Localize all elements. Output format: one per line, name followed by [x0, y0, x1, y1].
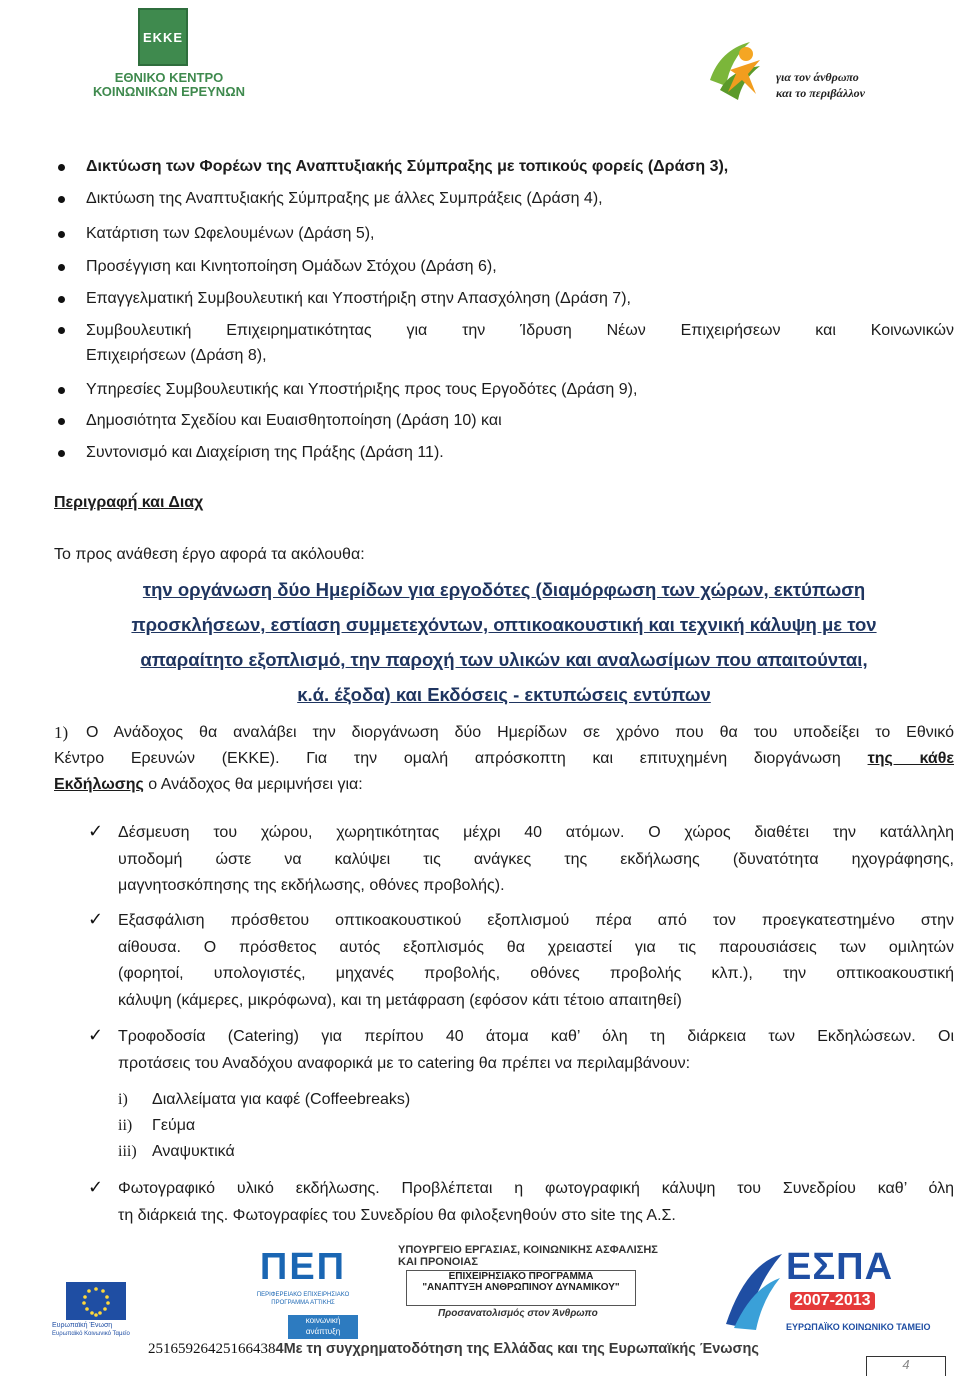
- check-item-line: ✓ Εξασφάλιση πρόσθετου οπτικοακουστικού εξοπλισμού πέρα από τον προεγκατεστημένο στην: [118, 912, 954, 929]
- underlined-text: Εκδήλωσης: [54, 776, 144, 793]
- figure-icon: [690, 30, 780, 110]
- list-item: Επαγγελματική Συμβουλευτική και Υποστήριξη στην Απασχόληση (Δράση 7),: [86, 287, 954, 311]
- ekke-name-line1: ΕΘΝΙΚΟ ΚΕΝΤΡΟ: [114, 70, 224, 85]
- program-line: ΕΠΙΧΕΙΡΗΣΙΑΚΟ ΠΡΟΓΡΑΜΜΑ: [448, 1271, 594, 1282]
- partner-logo-line2: και το περιβάλλον: [776, 86, 866, 100]
- document-code: 25165926425166438: [148, 1341, 276, 1357]
- check-item-line: ✓ Δέσμευση του χώρου, χωρητικότητας μέχρι 40 ατόμων. Ο χώρος διαθέτει την κατάλληλη: [118, 824, 954, 841]
- check-item-line: ✓ Τροφοδοσία (Catering) για περίπου 40 άτομα καθ’ όλη τη διάρκεια των Εκδηλώσεων. Οι: [118, 1028, 954, 1045]
- check-item-line: μαγνητοσκόπησης της εκδήλωσης, οθόνες προβολής).: [118, 877, 505, 894]
- sublist-item: [118, 1087, 718, 1113]
- ekke-logo-badge: [138, 8, 188, 66]
- sublist-text: Γεύμα: [152, 1117, 196, 1134]
- highlight-line: κ.ά. έξοδα) και Εκδόσεις - εκτυπώσεις εντύπων: [297, 684, 711, 705]
- list-item: Κατάρτιση των Ωφελουμένων (Δράση 5),: [86, 222, 954, 246]
- list-item-line: Συμβουλευτική Επιχειρηματικότητας για την Ίδρυση Νέων Επιχειρήσεων και Κοινωνικών: [86, 322, 954, 339]
- list-item: Δικτύωση των Φορέων της Αναπτυξιακής Σύμπραξης με τοπικούς φορείς (Δράση 3),: [86, 155, 954, 179]
- check-item-line: ✓ Φωτογραφικό υλικό εκδήλωσης. Προβλέπεται η φωτογραφική κάλυψη του Συνεδρίου καθ’ όλη: [118, 1180, 954, 1197]
- highlight-line: απαραίτητο εξοπλισμό, την παροχή των υλικών και αναλωσίμων που απαιτούνται,: [140, 649, 868, 670]
- check-item: [118, 908, 954, 1014]
- intro-text: Το προς ανάθεση έργο αφορά τα ακόλουθα:: [54, 546, 365, 563]
- eu-flag-icon: [66, 1282, 126, 1320]
- check-item-line: κάλυψη (κάμερες, μικρόφωνα), και τη μετάφραση (εφόσον κάτι τέτοιο απαιτηθεί): [118, 991, 682, 1009]
- ministry-name: ΥΠΟΥΡΓΕΙΟ ΕΡΓΑΣΙΑΣ, ΚΟΙΝΩΝΙΚΗΣ ΑΣΦΑΛΙΣΗΣ ΚΑΙ ΠΡΟΝΟΙΑΣ: [398, 1244, 658, 1268]
- cofunding-text: 4Με τη συγχρηματοδότηση της Ελλάδας και της Ευρωπαϊκής Ένωσης: [275, 1341, 759, 1357]
- check-item: [118, 820, 954, 900]
- numbered-item-line: [54, 772, 954, 798]
- numbered-item-line-text: ο Ανάδοχος θα μεριμνήσει για:: [143, 776, 363, 793]
- highlight-line: προσκλήσεων, εστίαση συμμετεχόντων, οπτικοακουστική και τεχνική κάλυψη με τον: [131, 614, 877, 635]
- numbered-item: [54, 720, 954, 798]
- sublist-item: [118, 1113, 718, 1139]
- sublist-label: ii): [118, 1117, 133, 1134]
- cofunding-line: [148, 1341, 759, 1358]
- check-item-line: αίθουσα. Ο πρόσθετος αυτός εξοπλισμός θα χρειαστεί για τις παρουσιάσεις των ομιλητών: [118, 938, 954, 956]
- partner-logo-line1: για τον άνθρωπο: [776, 70, 859, 84]
- check-item-line: προτάσεις του Αναδόχου αναφορικά με το catering θα πρέπει να περιλαμβάνουν:: [118, 1054, 691, 1072]
- pep-box: κοινωνική ανάπτυξη: [288, 1315, 358, 1339]
- check-item: [118, 1176, 954, 1229]
- pep-logo: [248, 1245, 358, 1340]
- pep-letters: ΠΕΠ: [248, 1245, 358, 1289]
- eu-caption-fund: Ευρωπαϊκό Κοινωνικό Ταμείο: [52, 1331, 130, 1337]
- program-line: "ΑΝΑΠΤΥΞΗ ΑΝΘΡΩΠΙΝΟΥ ΔΥΝΑΜΙΚΟΥ": [422, 1282, 620, 1293]
- ekke-name-line2: ΚΟΙΝΩΝΙΚΩΝ ΕΡΕΥΝΩΝ: [92, 84, 246, 99]
- ekke-logo: [92, 8, 246, 99]
- espa-logo: [716, 1240, 942, 1340]
- section-heading: Περιγραφή́ και Διαχ: [54, 494, 204, 511]
- check-item-line: (φορητοί, υπολογιστές, μηχανές προβολής, οθόνες προβολής κλπ.), την οπτικοακουστική: [118, 965, 954, 982]
- numbered-item-line: Ο Ανάδοχος θα αναλάβει την διοργάνωση δύο Ημερίδων σε χρόνο που θα του υποδείξει το Εθνικό: [86, 724, 954, 741]
- program-box: [406, 1270, 636, 1306]
- espa-fund: ΕΥΡΩΠΑΪΚΟ ΚΟΙΝΩΝΙΚΟ ΤΑΜΕΙΟ: [786, 1322, 931, 1332]
- program-subtitle: Προσανατολισμός στον Άνθρωπο: [438, 1308, 598, 1319]
- eu-caption: Ευρωπαϊκή Ένωση: [52, 1322, 113, 1329]
- partner-logo: [690, 30, 900, 110]
- highlight-block: [54, 572, 954, 712]
- sublist-label: i): [118, 1091, 128, 1108]
- sublist-item: [118, 1139, 718, 1165]
- catering-sublist: [118, 1087, 718, 1165]
- pep-subtitle: ΠΕΡΙΦΕΡΕΙΑΚΟ ΕΠΙΧΕΙΡΗΣΙΑΚΟ ΠΡΟΓΡΑΜΜΑ ΑΤΤΙΚΗΣ: [256, 1292, 350, 1306]
- sublist-text: Διαλλείματα για καφέ (Coffeebreaks): [152, 1091, 411, 1108]
- list-item: Δικτύωση της Αναπτυξιακής Σύμπραξης με άλλες Συμπράξεις (Δράση 4),: [86, 187, 954, 211]
- numbered-item-line-text: Κέντρο Ερευνών (ΕΚΚΕ). Για την ομαλή απρόσκοπτη και επιτυχημένη διοργάνωση: [54, 750, 841, 767]
- sublist-label: iii): [118, 1143, 137, 1160]
- espa-swoosh-icon: [716, 1244, 786, 1334]
- list-item: Υπηρεσίες Συμβουλευτικής και Υποστήριξης προς τους Εργοδότες (Δράση 9),: [86, 378, 954, 402]
- underlined-text: της κάθε: [867, 750, 955, 767]
- list-item-line: Επιχειρήσεων (Δράση 8),: [86, 347, 267, 364]
- check-item-line: υποδομή ώστε να καλύψει τις ανάγκες της εκδήλωσης (δυνατότητα ηχογράφησης,: [118, 850, 954, 868]
- numbered-item-line: [54, 746, 954, 772]
- check-item-line: τη διάρκειά της. Φωτογραφίες του Συνεδρίου θα φιλοξενηθούν στο site της Α.Σ.: [118, 1206, 676, 1224]
- list-item: Συντονισμό και Διαχείριση της Πράξης (Δράση 11).: [86, 441, 954, 465]
- ekke-logo-letters: ΕΚΚΕ: [142, 30, 184, 45]
- numbered-item-label: 1): [54, 723, 69, 742]
- sublist-text: Αναψυκτικά: [152, 1143, 235, 1160]
- highlight-line: την οργάνωση δύο Ημερίδων για εργοδότες (διαμόρφωση των χώρων, εκτύπωση: [142, 579, 866, 600]
- list-item: Δημοσιότητα Σχεδίου και Ευαισθητοποίηση (Δράση 10) και: [86, 409, 954, 433]
- espa-title: ΕΣΠΑ: [786, 1246, 894, 1288]
- espa-years: 2007-2013: [790, 1292, 875, 1310]
- list-item: Προσέγγιση και Κινητοποίηση Ομάδων Στόχου (Δράση 6),: [86, 255, 954, 279]
- list-item: [86, 318, 954, 368]
- page-number: 4: [866, 1356, 946, 1376]
- check-item: [118, 1024, 954, 1077]
- eu-logo: [52, 1282, 138, 1338]
